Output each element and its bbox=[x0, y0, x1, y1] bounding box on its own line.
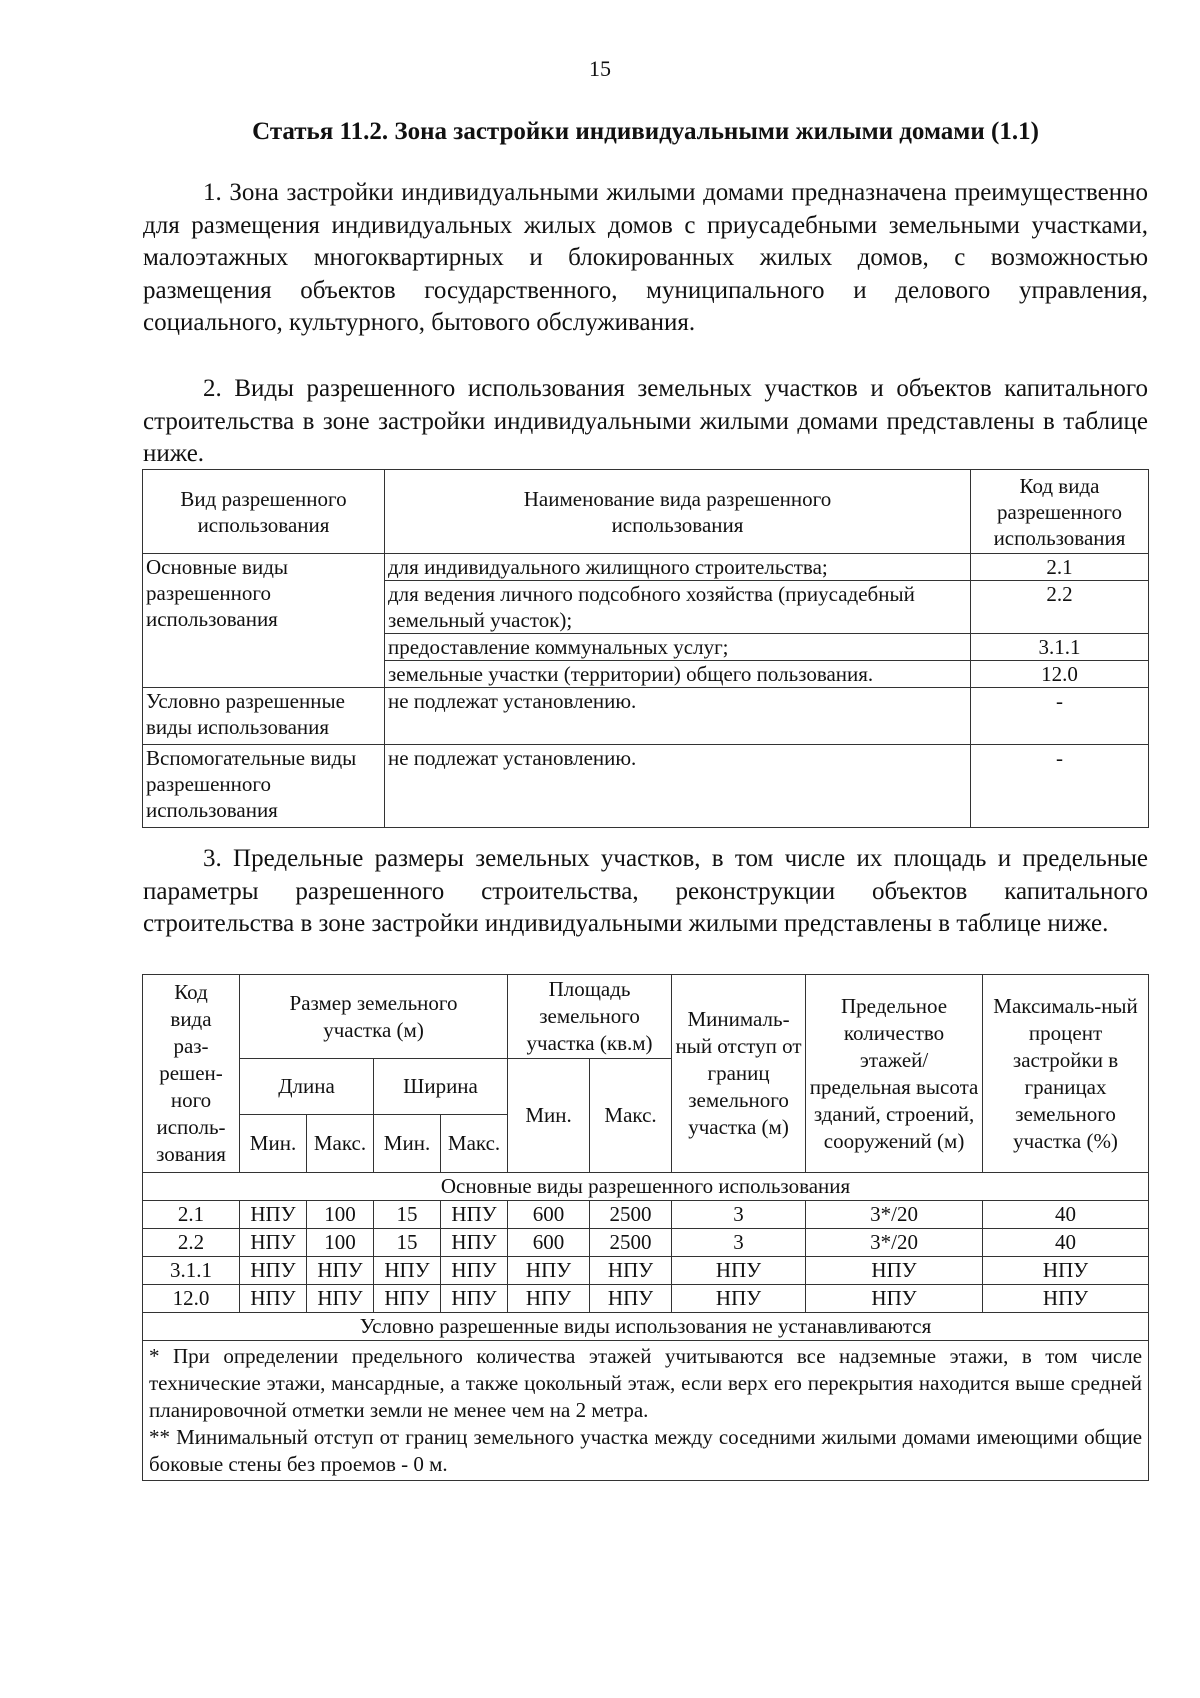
param-cell: НПУ bbox=[441, 1201, 508, 1229]
param-cell: НПУ bbox=[240, 1285, 307, 1313]
param-cell: 3 bbox=[672, 1201, 806, 1229]
param-cell: НПУ bbox=[441, 1229, 508, 1257]
category-auxiliary: Вспомогательные виды разрешенного использования bbox=[143, 745, 385, 828]
header-area-min: Мин. bbox=[508, 1059, 590, 1173]
param-cell: 15 bbox=[374, 1229, 441, 1257]
param-cell: 40 bbox=[983, 1201, 1149, 1229]
note-offset: ** Минимальный отступ от границ земельного участка между соседними жилыми домами имеющими общие боковые стены без проемов - 0 м. bbox=[149, 1425, 1143, 1476]
param-cell: НПУ bbox=[240, 1257, 307, 1285]
paragraph-3: 3. Предельные размеры земельных участков, в том числе их площадь и предельные параметры разрешенного строительства, реконструкции объектов капитального строительства в зоне застройки индивидуальными жилыми представлены в таблице ниже. bbox=[143, 845, 1148, 937]
header-area: Площадь земельного участка (кв.м) bbox=[508, 975, 672, 1059]
header-width-min: Мин. bbox=[374, 1115, 441, 1173]
header-length-min: Мин. bbox=[240, 1115, 307, 1173]
use-name: для индивидуального жилищного строительства; bbox=[385, 554, 971, 581]
use-code: 2.2 bbox=[971, 581, 1149, 634]
param-cell: 2500 bbox=[590, 1229, 672, 1257]
param-cell: НПУ bbox=[590, 1285, 672, 1313]
header-use-code: Код вида разрешенного использования bbox=[971, 470, 1149, 554]
section-main-uses: Основные виды разрешенного использования bbox=[143, 1173, 1149, 1201]
header-length: Длина bbox=[240, 1059, 374, 1115]
page-number: 15 bbox=[589, 56, 611, 81]
header-coverage: Максималь-ный процент застройки в границах земельного участка (%) bbox=[983, 975, 1149, 1173]
header-width: Ширина bbox=[374, 1059, 508, 1115]
use-code: - bbox=[971, 745, 1149, 828]
use-code: - bbox=[971, 688, 1149, 745]
param-cell: НПУ bbox=[374, 1257, 441, 1285]
use-name: не подлежат установлению. bbox=[385, 688, 971, 745]
param-cell: НПУ bbox=[441, 1257, 508, 1285]
param-cell: НПУ bbox=[672, 1257, 806, 1285]
param-cell: НПУ bbox=[374, 1285, 441, 1313]
param-cell: НПУ bbox=[508, 1257, 590, 1285]
param-cell: НПУ bbox=[806, 1285, 983, 1313]
param-cell: НПУ bbox=[806, 1257, 983, 1285]
param-cell: НПУ bbox=[240, 1229, 307, 1257]
permitted-uses-table bbox=[142, 469, 1149, 828]
section-conditional-uses: Условно разрешенные виды использования не устанавливаются bbox=[143, 1313, 1149, 1341]
param-cell: НПУ bbox=[307, 1285, 374, 1313]
category-conditional: Условно разрешенные виды использования bbox=[143, 688, 385, 745]
category-main: Основные виды разрешенного использования bbox=[143, 554, 385, 688]
param-cell: 600 bbox=[508, 1229, 590, 1257]
param-cell: 15 bbox=[374, 1201, 441, 1229]
use-code: 12.0 bbox=[971, 661, 1149, 688]
param-cell: 2500 bbox=[590, 1201, 672, 1229]
param-cell: 2.1 bbox=[143, 1201, 240, 1229]
header-offset: Минималь-ный отступ от границ земельного участка (м) bbox=[672, 975, 806, 1173]
param-cell: НПУ bbox=[240, 1201, 307, 1229]
param-cell: НПУ bbox=[441, 1285, 508, 1313]
use-name: земельные участки (территории) общего пользования. bbox=[385, 661, 971, 688]
param-cell: 3*/20 bbox=[806, 1201, 983, 1229]
article-title: Статья 11.2. Зона застройки индивидуальными жилыми домами (1.1) bbox=[252, 118, 1039, 145]
param-cell: НПУ bbox=[983, 1285, 1149, 1313]
param-cell: 3 bbox=[672, 1229, 806, 1257]
param-cell: НПУ bbox=[983, 1257, 1149, 1285]
header-floors: Предельное количество этажей/ предельная высота зданий, строений, сооружений (м) bbox=[806, 975, 983, 1173]
paragraph-2: 2. Виды разрешенного использования земельных участков и объектов капитального строительства в зоне застройки индивидуальными жилыми домами представлены в таблице ниже. bbox=[143, 375, 1148, 467]
header-size: Размер земельного участка (м) bbox=[240, 975, 508, 1059]
param-cell: НПУ bbox=[508, 1285, 590, 1313]
param-cell: 100 bbox=[307, 1201, 374, 1229]
table-notes bbox=[143, 1341, 1149, 1481]
use-name: не подлежат установлению. bbox=[385, 745, 971, 828]
land-parameters-table bbox=[142, 974, 1149, 1481]
param-cell: 600 bbox=[508, 1201, 590, 1229]
header-use-name: Наименование вида разрешенного использования bbox=[385, 470, 971, 554]
param-cell: НПУ bbox=[672, 1285, 806, 1313]
param-cell: 100 bbox=[307, 1229, 374, 1257]
param-cell: НПУ bbox=[590, 1257, 672, 1285]
header-width-max: Макс. bbox=[441, 1115, 508, 1173]
param-cell: 12.0 bbox=[143, 1285, 240, 1313]
use-name: для ведения личного подсобного хозяйства (приусадебный земельный участок); bbox=[385, 581, 971, 634]
header-code: Код вида раз- решен- ного исполь- зования bbox=[143, 975, 240, 1173]
note-floors: * При определении предельного количества этажей учитываются все надземные этажи, в том числе технические этажи, мансардные, а также цокольный этаж, если верх его перекрытия находится выше средней планировочной отметки земли не менее чем на 2 метра. bbox=[149, 1344, 1143, 1422]
use-code: 2.1 bbox=[971, 554, 1149, 581]
paragraph-1: 1. Зона застройки индивидуальными жилыми домами предназначена преимущественно для размещения индивидуальных жилых домов с приусадебными земельными участками, малоэтажных многоквартирных и блокированных жилых домов, с возможностью размещения объектов государственного, муниципального и делового управления, социального, культурного, бытового обслуживания. bbox=[143, 179, 1148, 336]
param-cell: 3*/20 bbox=[806, 1229, 983, 1257]
use-code: 3.1.1 bbox=[971, 634, 1149, 661]
header-length-max: Макс. bbox=[307, 1115, 374, 1173]
param-cell: 3.1.1 bbox=[143, 1257, 240, 1285]
param-cell: 2.2 bbox=[143, 1229, 240, 1257]
param-cell: НПУ bbox=[307, 1257, 374, 1285]
use-name: предоставление коммунальных услуг; bbox=[385, 634, 971, 661]
header-area-max: Макс. bbox=[590, 1059, 672, 1173]
param-cell: 40 bbox=[983, 1229, 1149, 1257]
header-use-type: Вид разрешенного использования bbox=[143, 470, 385, 554]
